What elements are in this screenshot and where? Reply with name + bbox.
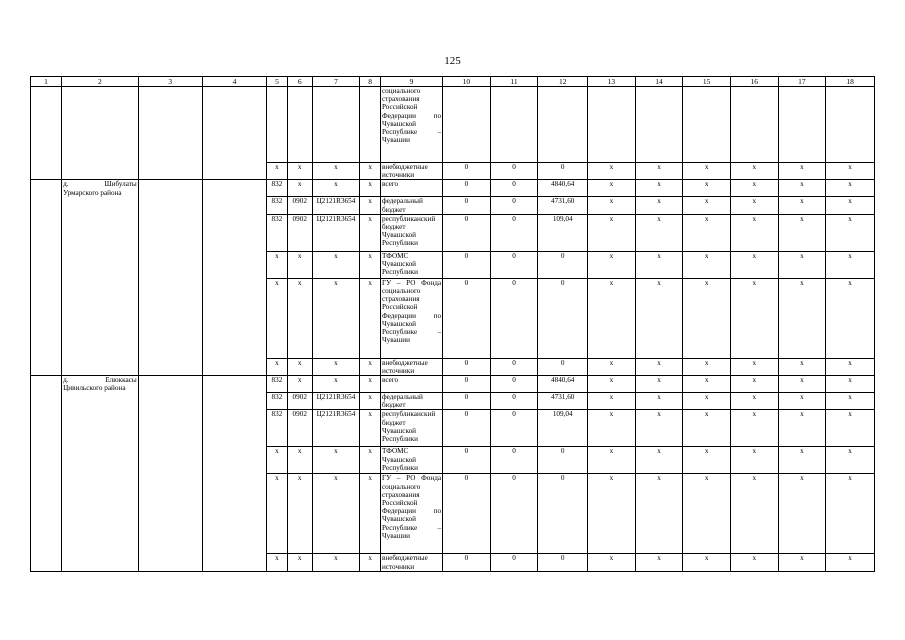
table-cell bbox=[138, 410, 202, 447]
table-cell: x bbox=[267, 474, 288, 554]
table-cell: x bbox=[360, 393, 381, 410]
table-cell: 0 bbox=[490, 376, 538, 393]
table-cell bbox=[202, 180, 266, 197]
table-row bbox=[31, 180, 875, 197]
table-row bbox=[31, 214, 875, 251]
table-cell: x bbox=[267, 358, 288, 375]
table-row bbox=[31, 474, 875, 554]
table-cell bbox=[138, 197, 202, 214]
table-cell bbox=[730, 87, 778, 163]
table-cell: x bbox=[287, 376, 312, 393]
object-name-cell bbox=[62, 358, 139, 375]
table-cell: 0 bbox=[490, 474, 538, 554]
table-cell: x bbox=[683, 376, 731, 393]
object-name-cell bbox=[62, 278, 139, 358]
object-name-cell: д. Елюккасы Цивильского района bbox=[63, 376, 137, 393]
funding-source-cell: социального страхования Российской Федерации по Чувашской Республике – Чувашии bbox=[380, 87, 442, 163]
table-cell bbox=[202, 554, 266, 571]
table-cell bbox=[31, 554, 62, 571]
object-name-cell: д. Шибулаты Урмарского района bbox=[63, 180, 137, 197]
table-row bbox=[31, 410, 875, 447]
column-header: 9 bbox=[380, 77, 442, 87]
table-cell bbox=[31, 180, 62, 197]
funding-source-cell: ТФОМС Чувашской Республики bbox=[380, 447, 442, 474]
funding-source-cell: внебюджетные источники bbox=[380, 554, 442, 571]
table-cell: 4840,64 bbox=[538, 376, 588, 393]
table-cell: x bbox=[312, 474, 360, 554]
table-cell: x bbox=[730, 163, 778, 180]
table-cell bbox=[31, 278, 62, 358]
table-cell: x bbox=[778, 251, 826, 278]
table-cell: x bbox=[287, 180, 312, 197]
table-cell: x bbox=[778, 376, 826, 393]
column-header: 17 bbox=[778, 77, 826, 87]
table-cell: x bbox=[778, 180, 826, 197]
table-cell: x bbox=[683, 554, 731, 571]
table-cell: x bbox=[826, 410, 875, 447]
table-cell: x bbox=[588, 214, 636, 251]
table-cell: 0 bbox=[443, 180, 491, 197]
table-cell: 0 bbox=[490, 180, 538, 197]
table-cell: 0 bbox=[490, 251, 538, 278]
table-cell: x bbox=[778, 197, 826, 214]
object-name-cell bbox=[62, 163, 139, 180]
table-cell: x bbox=[730, 358, 778, 375]
table-cell: x bbox=[730, 376, 778, 393]
table-cell: 832 bbox=[267, 214, 288, 251]
table-cell: 832 bbox=[267, 197, 288, 214]
table-cell: 0 bbox=[490, 163, 538, 180]
table-cell: 0 bbox=[490, 214, 538, 251]
table-cell: x bbox=[730, 197, 778, 214]
table-cell: 0 bbox=[443, 278, 491, 358]
table-cell: x bbox=[730, 447, 778, 474]
table-cell bbox=[202, 214, 266, 251]
table-cell: x bbox=[360, 163, 381, 180]
table-row bbox=[31, 358, 875, 375]
funding-source-cell: республиканский бюджет Чувашской Республики bbox=[380, 214, 442, 251]
table-cell: x bbox=[635, 251, 683, 278]
table-cell: 0902 bbox=[287, 393, 312, 410]
table-cell bbox=[202, 393, 266, 410]
table-row bbox=[31, 278, 875, 358]
table-cell: x bbox=[683, 180, 731, 197]
table-cell: x bbox=[588, 376, 636, 393]
funding-source-cell: федеральный бюджет bbox=[380, 197, 442, 214]
table-cell: 0 bbox=[443, 554, 491, 571]
table-cell bbox=[202, 197, 266, 214]
table-cell: x bbox=[287, 278, 312, 358]
table-cell: x bbox=[635, 393, 683, 410]
table-cell: 0 bbox=[443, 163, 491, 180]
table-cell: x bbox=[730, 393, 778, 410]
column-header: 8 bbox=[360, 77, 381, 87]
table-cell: x bbox=[588, 251, 636, 278]
table-cell: 0 bbox=[538, 474, 588, 554]
table-cell: Ц2121R3654 bbox=[312, 393, 360, 410]
table-cell: x bbox=[730, 474, 778, 554]
table-cell: x bbox=[287, 474, 312, 554]
table-cell bbox=[138, 447, 202, 474]
table-cell bbox=[826, 87, 875, 163]
table-cell bbox=[138, 376, 202, 393]
table-cell: x bbox=[360, 214, 381, 251]
table-row bbox=[31, 376, 875, 393]
funding-source-cell: внебюджетные источники bbox=[380, 163, 442, 180]
table-cell: x bbox=[635, 447, 683, 474]
table-cell: 4731,60 bbox=[538, 197, 588, 214]
column-header: 10 bbox=[443, 77, 491, 87]
table-cell: 0 bbox=[490, 447, 538, 474]
table-cell bbox=[202, 163, 266, 180]
table-cell: x bbox=[730, 180, 778, 197]
table-cell: 0 bbox=[538, 278, 588, 358]
table-cell: x bbox=[635, 474, 683, 554]
table-cell: 0 bbox=[538, 358, 588, 375]
table-cell: x bbox=[826, 447, 875, 474]
table-cell bbox=[138, 554, 202, 571]
table-cell: x bbox=[635, 180, 683, 197]
table-cell bbox=[202, 358, 266, 375]
table-row bbox=[31, 87, 875, 163]
table-cell: x bbox=[826, 358, 875, 375]
table-cell: Ц2121R3654 bbox=[312, 214, 360, 251]
table-cell: x bbox=[360, 180, 381, 197]
table-cell: 0 bbox=[443, 251, 491, 278]
table-cell: x bbox=[312, 251, 360, 278]
column-header: 4 bbox=[202, 77, 266, 87]
budget-table bbox=[30, 76, 875, 572]
table-cell: x bbox=[778, 447, 826, 474]
table-cell bbox=[490, 87, 538, 163]
table-cell bbox=[202, 87, 266, 163]
table-cell bbox=[31, 197, 62, 214]
table-cell: x bbox=[683, 278, 731, 358]
table-cell: x bbox=[778, 410, 826, 447]
object-name-cell bbox=[62, 393, 139, 410]
table-cell: 0902 bbox=[287, 197, 312, 214]
table-cell: x bbox=[588, 163, 636, 180]
table-cell: x bbox=[635, 163, 683, 180]
table-cell: x bbox=[287, 358, 312, 375]
column-header: 6 bbox=[287, 77, 312, 87]
table-cell: 0 bbox=[490, 393, 538, 410]
table-cell: x bbox=[267, 251, 288, 278]
table-cell: x bbox=[826, 197, 875, 214]
table-cell bbox=[312, 87, 360, 163]
column-header: 5 bbox=[267, 77, 288, 87]
table-cell: x bbox=[778, 393, 826, 410]
table-cell: x bbox=[312, 554, 360, 571]
table-cell: Ц2121R3654 bbox=[312, 410, 360, 447]
table-cell: x bbox=[360, 197, 381, 214]
table-cell: x bbox=[588, 393, 636, 410]
table-cell: x bbox=[360, 376, 381, 393]
table-cell: x bbox=[360, 278, 381, 358]
table-cell: 109,04 bbox=[538, 214, 588, 251]
object-name-cell bbox=[62, 251, 139, 278]
table-cell: x bbox=[730, 554, 778, 571]
table-cell: 0 bbox=[443, 214, 491, 251]
table-cell bbox=[31, 393, 62, 410]
table-cell: 832 bbox=[267, 376, 288, 393]
table-cell bbox=[31, 214, 62, 251]
table-cell: x bbox=[683, 163, 731, 180]
table-cell bbox=[202, 251, 266, 278]
table-cell: x bbox=[635, 197, 683, 214]
table-cell: 0 bbox=[538, 163, 588, 180]
table-cell bbox=[443, 87, 491, 163]
table-cell bbox=[138, 474, 202, 554]
table-cell bbox=[202, 410, 266, 447]
table-cell: 0902 bbox=[287, 214, 312, 251]
table-cell: x bbox=[312, 163, 360, 180]
table-cell: 0 bbox=[443, 447, 491, 474]
table-cell: x bbox=[778, 474, 826, 554]
object-name-cell bbox=[62, 554, 139, 571]
table-cell: x bbox=[360, 251, 381, 278]
table-cell: x bbox=[312, 358, 360, 375]
table-cell: 0 bbox=[490, 554, 538, 571]
page-number: 125 bbox=[444, 55, 461, 67]
table-cell: 0 bbox=[443, 358, 491, 375]
table-cell bbox=[538, 87, 588, 163]
table-cell bbox=[31, 163, 62, 180]
table-cell bbox=[138, 163, 202, 180]
table-cell: 832 bbox=[267, 393, 288, 410]
table-cell: x bbox=[730, 278, 778, 358]
table-cell bbox=[778, 87, 826, 163]
table-cell: x bbox=[287, 447, 312, 474]
table-cell bbox=[138, 214, 202, 251]
table-cell bbox=[31, 358, 62, 375]
table-cell: x bbox=[588, 197, 636, 214]
table-cell: x bbox=[778, 554, 826, 571]
table-cell: x bbox=[588, 358, 636, 375]
column-header: 13 bbox=[588, 77, 636, 87]
table-cell: x bbox=[826, 376, 875, 393]
table-cell: x bbox=[730, 214, 778, 251]
table-cell: 0 bbox=[443, 393, 491, 410]
table-cell: 109,04 bbox=[538, 410, 588, 447]
funding-source-cell: всего bbox=[380, 180, 442, 197]
table-cell: x bbox=[826, 180, 875, 197]
table-cell: x bbox=[312, 180, 360, 197]
column-header: 12 bbox=[538, 77, 588, 87]
table-cell: x bbox=[287, 163, 312, 180]
table-cell: x bbox=[683, 197, 731, 214]
table-cell: x bbox=[588, 278, 636, 358]
column-header: 1 bbox=[31, 77, 62, 87]
table-cell bbox=[138, 180, 202, 197]
column-header: 18 bbox=[826, 77, 875, 87]
column-header: 11 bbox=[490, 77, 538, 87]
table-cell: x bbox=[312, 376, 360, 393]
funding-source-cell: ГУ – РО Фонда социального страхования Российской Федерации по Чувашской Республике – Чувашии bbox=[380, 278, 442, 358]
table-cell bbox=[202, 447, 266, 474]
table-cell bbox=[683, 87, 731, 163]
funding-source-cell: всего bbox=[380, 376, 442, 393]
table-cell: x bbox=[588, 474, 636, 554]
table-cell bbox=[635, 87, 683, 163]
table-cell: x bbox=[826, 214, 875, 251]
object-name-cell bbox=[62, 87, 139, 163]
table-cell bbox=[202, 376, 266, 393]
table-cell bbox=[31, 474, 62, 554]
table-row bbox=[31, 163, 875, 180]
funding-source-cell: ГУ – РО Фонда социального страхования Российской Федерации по Чувашской Республике – Чувашии bbox=[380, 474, 442, 554]
object-name-cell bbox=[62, 197, 139, 214]
table-cell: x bbox=[683, 214, 731, 251]
table-cell: 0 bbox=[490, 278, 538, 358]
table-cell bbox=[31, 251, 62, 278]
table-row bbox=[31, 393, 875, 410]
table-cell: x bbox=[683, 393, 731, 410]
table-cell: x bbox=[683, 251, 731, 278]
table-cell: x bbox=[588, 410, 636, 447]
table-cell: x bbox=[312, 278, 360, 358]
table-cell: x bbox=[826, 554, 875, 571]
table-cell: x bbox=[683, 447, 731, 474]
table-cell: x bbox=[312, 447, 360, 474]
table-cell: x bbox=[730, 251, 778, 278]
table-cell: x bbox=[683, 474, 731, 554]
table-cell: x bbox=[267, 447, 288, 474]
column-header: 14 bbox=[635, 77, 683, 87]
table-cell: x bbox=[826, 474, 875, 554]
table-cell bbox=[287, 87, 312, 163]
table-cell: 832 bbox=[267, 180, 288, 197]
table-cell: 4731,60 bbox=[538, 393, 588, 410]
object-name-cell bbox=[62, 214, 139, 251]
table-cell: x bbox=[360, 358, 381, 375]
table-cell: x bbox=[730, 410, 778, 447]
table-cell bbox=[31, 410, 62, 447]
table-cell: 0 bbox=[490, 358, 538, 375]
table-cell: 0 bbox=[443, 197, 491, 214]
table-cell bbox=[138, 393, 202, 410]
table-cell bbox=[138, 87, 202, 163]
funding-source-cell: республиканский бюджет Чувашской Республики bbox=[380, 410, 442, 447]
table-cell bbox=[138, 278, 202, 358]
table-cell: x bbox=[360, 410, 381, 447]
table-cell: 0 bbox=[538, 447, 588, 474]
table-cell bbox=[31, 376, 62, 393]
table-row bbox=[31, 251, 875, 278]
table-cell: x bbox=[778, 214, 826, 251]
object-name-cell bbox=[62, 447, 139, 474]
table-row bbox=[31, 447, 875, 474]
funding-source-cell: внебюджетные источники bbox=[380, 358, 442, 375]
table-cell: x bbox=[267, 278, 288, 358]
table-cell: 4840,64 bbox=[538, 180, 588, 197]
table-cell: x bbox=[635, 410, 683, 447]
table-cell: 0 bbox=[443, 376, 491, 393]
table-cell bbox=[138, 358, 202, 375]
table-cell: x bbox=[360, 447, 381, 474]
table-cell bbox=[202, 278, 266, 358]
table-cell: 832 bbox=[267, 410, 288, 447]
table-cell: 0 bbox=[443, 474, 491, 554]
table-cell: 0 bbox=[490, 197, 538, 214]
column-header: 16 bbox=[730, 77, 778, 87]
column-header: 7 bbox=[312, 77, 360, 87]
table-cell bbox=[202, 474, 266, 554]
column-header: 3 bbox=[138, 77, 202, 87]
table-cell: x bbox=[267, 554, 288, 571]
table-cell: x bbox=[683, 410, 731, 447]
table-cell: x bbox=[826, 251, 875, 278]
table-cell: x bbox=[826, 393, 875, 410]
table-cell: x bbox=[778, 358, 826, 375]
object-name-cell bbox=[62, 474, 139, 554]
table-cell: x bbox=[267, 163, 288, 180]
funding-source-cell: федеральный бюджет bbox=[380, 393, 442, 410]
table-cell: 0 bbox=[538, 251, 588, 278]
table-cell: x bbox=[778, 278, 826, 358]
table-row bbox=[31, 554, 875, 571]
table-cell: x bbox=[635, 554, 683, 571]
table-cell: x bbox=[287, 554, 312, 571]
table-cell: x bbox=[588, 554, 636, 571]
table-cell: x bbox=[588, 447, 636, 474]
table-cell: x bbox=[826, 278, 875, 358]
object-name-cell bbox=[62, 410, 139, 447]
table-cell bbox=[267, 87, 288, 163]
table-cell: x bbox=[635, 358, 683, 375]
table-cell: x bbox=[635, 214, 683, 251]
column-header: 2 bbox=[62, 77, 139, 87]
table-cell bbox=[31, 87, 62, 163]
table-cell bbox=[360, 87, 381, 163]
table-cell: x bbox=[360, 554, 381, 571]
table-cell bbox=[588, 87, 636, 163]
table-cell bbox=[31, 447, 62, 474]
table-cell: x bbox=[588, 180, 636, 197]
table-cell: x bbox=[635, 376, 683, 393]
table-cell: x bbox=[635, 278, 683, 358]
table-cell: Ц2121R3654 bbox=[312, 197, 360, 214]
table-cell: 0 bbox=[490, 410, 538, 447]
table-cell: 0902 bbox=[287, 410, 312, 447]
table-cell: 0 bbox=[538, 554, 588, 571]
table-cell: x bbox=[778, 163, 826, 180]
table-cell: x bbox=[287, 251, 312, 278]
table-cell: 0 bbox=[443, 410, 491, 447]
header-row bbox=[31, 77, 875, 87]
table-cell: x bbox=[360, 474, 381, 554]
table-cell bbox=[138, 251, 202, 278]
table-row bbox=[31, 197, 875, 214]
funding-source-cell: ТФОМС Чувашской Республики bbox=[380, 251, 442, 278]
table-cell: x bbox=[826, 163, 875, 180]
column-header: 15 bbox=[683, 77, 731, 87]
table-cell: x bbox=[683, 358, 731, 375]
